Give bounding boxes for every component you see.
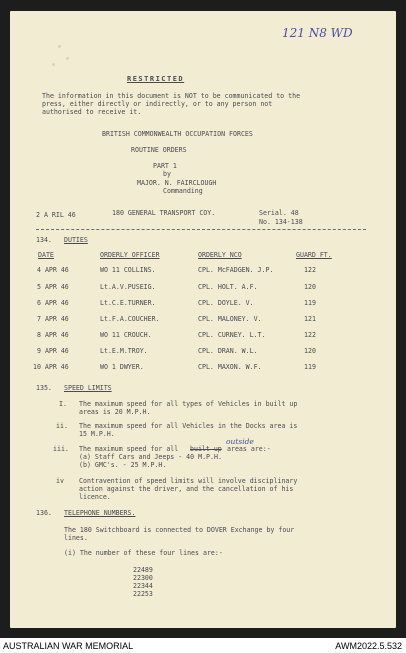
row-officer: Lt.F.A.COUCHER.	[100, 315, 160, 323]
clause-number: iii.	[53, 445, 69, 453]
accession-number: AWM2022.5.532	[335, 641, 402, 651]
clause-text: 15 M.P.H.	[79, 430, 115, 438]
row-nco: CPL. HOLT. A.F.	[198, 283, 258, 291]
row-nco: CPL. DRAN. W.L.	[198, 347, 258, 355]
part-number: PART 1	[153, 162, 177, 170]
row-nco: CPL. MAXON. W.F.	[198, 363, 262, 371]
commanding-label: Commanding	[163, 187, 203, 195]
row-nco: CPL. DOYLE. V.	[198, 299, 254, 307]
column-header-officer: ORDERLY OFFICER	[100, 251, 160, 259]
unit-name: BRITISH COMMONWEALTH OCCUPATION FORCES	[102, 130, 253, 138]
handwritten-insertion: outside	[226, 437, 254, 446]
clause-text: The maximum speed for all Vehicles in the Docks area is	[79, 422, 298, 430]
officer-name: MAJOR. N. FAIRCLOUGH	[137, 179, 217, 187]
row-officer: Lt.C.E.TURNER.	[100, 299, 156, 307]
telephone-number: 22344	[133, 582, 153, 590]
row-nco: CPL. CURNEY. L.T.	[198, 331, 266, 339]
paper-mark	[66, 57, 69, 60]
section-title: DUTIES	[64, 236, 88, 244]
column-header-date: DATE	[38, 251, 54, 259]
orders-title: ROUTINE ORDERS	[131, 146, 187, 154]
section-title: TELEPHONE NUMBERS.	[64, 509, 136, 517]
section-title: SPEED LIMITS	[64, 384, 112, 392]
row-date: 9 APR 46	[37, 347, 69, 355]
telephone-number: 22300	[133, 574, 153, 582]
caption-bar	[0, 638, 406, 653]
section-number: 134.	[36, 236, 52, 244]
row-guard: 120	[304, 283, 316, 291]
row-guard: 122	[304, 266, 316, 274]
column-header-guard: GUARD FT.	[296, 251, 332, 259]
serial-number: No. 134-138	[259, 218, 303, 226]
clause-text: licence.	[79, 493, 111, 501]
notice-line: The information in this document is NOT to be communicated to the	[42, 92, 301, 100]
clause-number: ii.	[56, 422, 68, 430]
order-date: 2 A RIL 46	[36, 211, 76, 219]
row-officer: WO 11 CROUCH.	[100, 331, 152, 339]
clause-text: action against the driver, and the cancellation of his	[79, 485, 294, 493]
row-date: 4 APR 46	[37, 266, 69, 274]
divider-rule	[36, 229, 366, 230]
clause-subitem: (a) Staff Cars and Jeeps - 40 M.P.H.	[79, 453, 222, 461]
row-guard: 119	[304, 299, 316, 307]
row-officer: Lt.E.M.TROY.	[100, 347, 148, 355]
serial-label: Serial. 48	[259, 209, 299, 217]
clause-number: I.	[59, 400, 67, 408]
column-header-nco: ORDERLY NCO	[198, 251, 242, 259]
paper-mark	[52, 63, 55, 66]
row-officer: Lt.A.V.PUSEIG.	[100, 283, 156, 291]
telephone-text: lines.	[64, 534, 88, 542]
clause-text: The maximum speed for all	[79, 445, 179, 453]
clause-text: areas is 20 M.P.H.	[79, 408, 151, 416]
row-date: 6 APR 46	[37, 299, 69, 307]
paper-mark	[58, 45, 61, 48]
handwritten-annotation: 121 N8 WD	[282, 26, 353, 40]
clause-text: areas are:-	[227, 445, 271, 453]
section-number: 136.	[36, 509, 52, 517]
row-date: 10 APR 46	[33, 363, 69, 371]
struck-text: built up	[190, 445, 222, 453]
institution-credit: AUSTRALIAN WAR MEMORIAL	[3, 641, 134, 651]
notice-line: press, either directly or indirectly, or to any person not	[42, 100, 273, 108]
row-guard: 120	[304, 347, 316, 355]
row-officer: WO 11 COLLINS.	[100, 266, 156, 274]
row-nco: CPL. MALONEY. V.	[198, 315, 262, 323]
row-date: 7 APR 46	[37, 315, 69, 323]
clause-subitem: (b) GMC's. - 25 M.P.H.	[79, 461, 167, 469]
classification-heading: RESTRICTED	[127, 75, 185, 83]
row-date: 8 APR 46	[37, 331, 69, 339]
row-guard: 122	[304, 331, 316, 339]
clause-number: iv	[56, 477, 64, 485]
notice-line: authorised to receive it.	[42, 108, 142, 116]
clause-text: The maximum speed for all types of Vehicles in built up	[79, 400, 298, 408]
by-label: by	[163, 170, 171, 178]
row-nco: CPL. McFADGEN. J.P.	[198, 266, 274, 274]
clause-text: Contravention of speed limits will involve disciplinary	[79, 477, 298, 485]
row-officer: WO 1 DWYER.	[100, 363, 144, 371]
telephone-number: 22253	[133, 590, 153, 598]
telephone-subitem: (i) The number of these four lines are:-	[64, 549, 223, 557]
row-date: 5 APR 46	[37, 283, 69, 291]
company-name: 180 GENERAL TRANSPORT COY.	[112, 209, 216, 217]
section-number: 135.	[36, 384, 52, 392]
telephone-number: 22489	[133, 566, 153, 574]
row-guard: 119	[304, 363, 316, 371]
telephone-text: The 180 Switchboard is connected to DOVER Exchange by four	[64, 526, 295, 534]
row-guard: 121	[304, 315, 316, 323]
